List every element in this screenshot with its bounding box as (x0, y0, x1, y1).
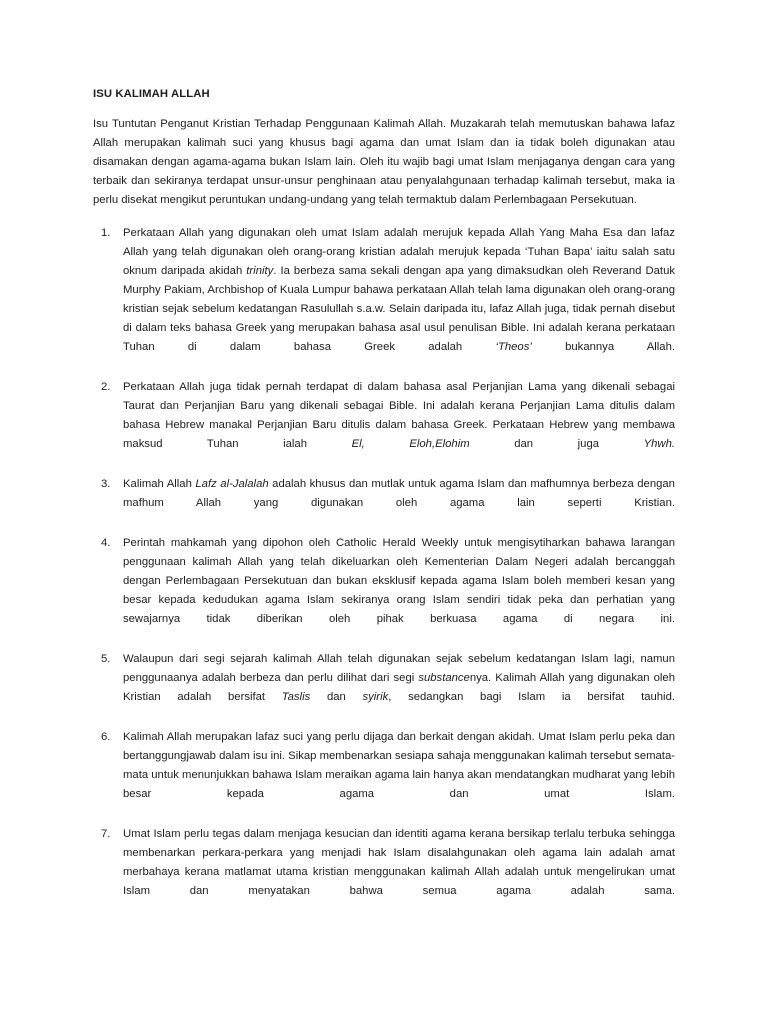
list-item-number: 1. (101, 227, 111, 239)
list-item-number: 2. (101, 381, 111, 393)
list-item (93, 534, 675, 629)
list-item-italic: trinity (246, 265, 274, 277)
list-item-italic: Lafz al-Jalalah (195, 478, 269, 490)
list-item-text: dan juga (469, 438, 644, 450)
document-title: ISU KALIMAH ALLAH (93, 88, 210, 100)
list-item-text: nya. Kalimah Allah yang digunakan oleh Kristian adalah bersifat (123, 672, 675, 703)
list-item-italic: Yhwh. (643, 438, 676, 450)
list-item-number: 5. (101, 653, 111, 665)
list-item-text: adalah khusus dan mutlak untuk agama Islam dan mafhumnya berbeza dengan mafhum Allah yang digunakan oleh agama lain seperti Kristian. (123, 478, 675, 509)
list-item-text: dan (310, 691, 363, 703)
list-item (93, 728, 675, 804)
list-item-number: 4. (101, 537, 111, 549)
list-item (93, 650, 675, 707)
list-item-italic: ‘Theos’ (495, 341, 532, 353)
list-item-text: . Ia berbeza sama sekali dengan apa yang dimaksudkan oleh Reverand Datuk Murphy Pakiam, Archbishop of Kuala Lumpur bahawa perkataan Allah telah lama digunakan oleh orang-orang kristian sejak sebelum kedatangan Rasulullah s.a.w. Selain daripada itu, lafaz Allah juga, tidak pernah disebut di dalam teks bahasa Greek yang merupakan bahasa asal usul penulisan Bible. Ini adalah kerana perkataan Tuhan di dalam bahasa Greek adalah (123, 265, 675, 353)
list-item-text: Kalimah Allah merupakan lafaz suci yang perlu dijaga dan berkait dengan akidah. Umat Islam perlu peka dan bertanggungjawab dalam isu ini. Sikap membenarkan sesiapa sahaja menggunakan kalimah tersebut semata-mata untuk menunjukkan bahawa Islam meraikan agama lain hanya akan mendatangkan mudharat yang lebih besar kepada agama dan umat Islam. (123, 731, 676, 800)
list-item-italic: El, Eloh,Elohim (351, 438, 470, 450)
list-item-italic: substance (418, 672, 470, 684)
list-item (93, 475, 675, 513)
list-item-italic: syirik (362, 691, 389, 703)
list-item-text: Perintah mahkamah yang dipohon oleh Catholic Herald Weekly untuk mengisytiharkan bahawa larangan penggunaan kalimah Allah yang telah dikeluarkan oleh Kementerian Dalam Negeri adalah bercanggah dengan Perlembagaan Persekutuan dan bukan eksklusif kepada agama Islam boleh memberi kesan yang besar kepada kedudukan agama Islam sekiranya orang Islam sendiri tidak peka dan perhatian yang sewajarnya tidak diberikan oleh pihak berkuasa agama di negara ini. (123, 537, 675, 625)
list-item-number: 3. (101, 478, 111, 490)
numbered-list (93, 224, 675, 901)
list-item-text: Perkataan Allah juga tidak pernah terdapat di dalam bahasa asal Perjanjian Lama yang dikenali sebagai Taurat dan Perjanjian Baru yang dikenali sebagai Bible. Ini adalah kerana Perjanjian Lama ditulis dalam bahasa Hebrew manakal Perjanjian Baru ditulis dalam bahasa Greek. Perkataan Hebrew yang membawa maksud Tuhan ialah (123, 381, 675, 450)
list-item-text: Perkataan Allah yang digunakan oleh umat Islam adalah merujuk kepada Allah Yang Maha Esa dan lafaz Allah yang telah digunakan oleh orang-orang kristian adalah merujuk kepada ‘Tuhan Bapa’ iaitu salah satu oknum daripada akidah (123, 227, 675, 277)
list-item-text: Umat Islam perlu tegas dalam menjaga kesucian dan identiti agama kerana bersikap terlalu terbuka sehingga membenarkan perkara-perkara yang menjadi hak Islam disalahgunakan oleh agama lain adalah amat merbahaya kerana matlamat utama kristian menggunakan kalimah Allah adalah untuk mengelirukan umat Islam dan menyatakan bahwa semua agama adalah sama. (123, 828, 675, 897)
list-item-italic: Taslis (281, 691, 311, 703)
list-item-text: Walaupun dari segi sejarah kalimah Allah telah digunakan sejak sebelum kedatangan Islam lagi, namun penggunaanya adalah berbeza dan perlu dilihat dari segi (123, 653, 675, 684)
list-item (93, 825, 675, 901)
list-item-text: , sedangkan bagi Islam ia bersifat tauhid. (388, 691, 675, 703)
list-item-number: 6. (101, 731, 111, 743)
list-item (93, 378, 675, 454)
list-item-text: Kalimah Allah (123, 478, 196, 490)
intro-paragraph: Isu Tuntutan Penganut Kristian Terhadap Penggunaan Kalimah Allah. Muzakarah telah memutuskan bahawa lafaz Allah merupakan kalimah suci yang khusus bagi agama dan umat Islam dan ia tidak boleh digunakan atau disamakan dengan agama-agama bukan Islam lain. Oleh itu wajib bagi umat Islam menjaganya dengan cara yang terbaik dan sekiranya terdapat unsur-unsur penghinaan atau penyalahgunaan terhadap kalimah tersebut, maka ia perlu disekat mengikut peruntukan undang-undang yang telah termaktub dalam Perlembagaan Persekutuan. (93, 118, 675, 206)
list-item (93, 224, 675, 357)
list-item-text: bukannya Allah. (531, 341, 675, 353)
list-item-number: 7. (101, 828, 111, 840)
